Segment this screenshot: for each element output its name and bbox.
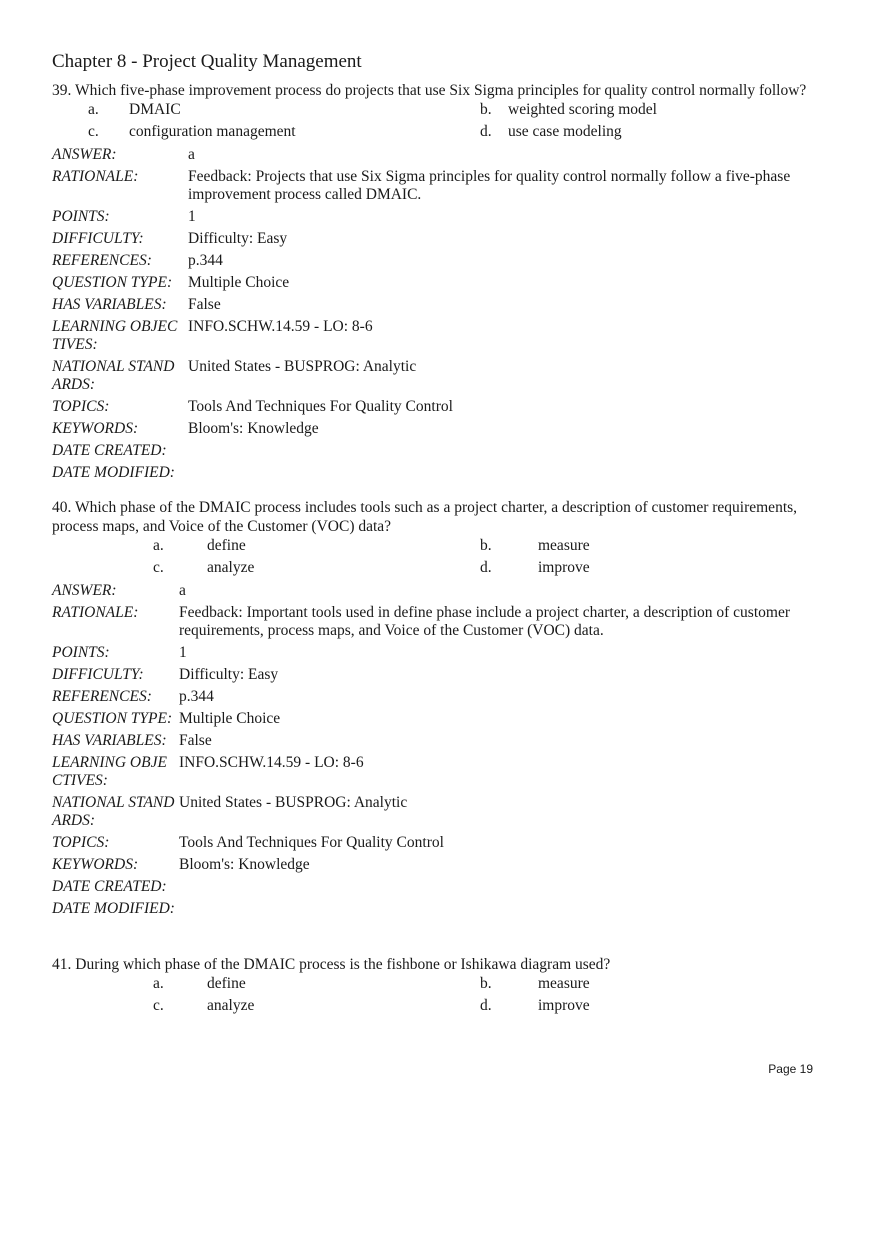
has-variables-label: HAS VARIABLES: — [52, 296, 167, 313]
learning-objectives-value: INFO.SCHW.14.59 - LO: 8-6 — [179, 754, 364, 771]
keywords-label: KEYWORDS: — [52, 856, 139, 873]
option-d-letter: d. — [480, 123, 492, 140]
has-variables-value: False — [188, 296, 221, 313]
topics-value: Tools And Techniques For Quality Control — [188, 398, 453, 415]
rationale-label: RATIONALE: — [52, 604, 139, 621]
references-label: REFERENCES: — [52, 688, 152, 705]
keywords-label: KEYWORDS: — [52, 420, 139, 437]
topics-label: TOPICS: — [52, 398, 110, 415]
question-metadata — [52, 144, 832, 484]
difficulty-label: DIFFICULTY: — [52, 230, 144, 247]
topics-value: Tools And Techniques For Quality Control — [179, 834, 444, 851]
national-standards-label-line2: ARDS: — [52, 376, 96, 393]
question-41 — [52, 955, 832, 1018]
rationale-value: Feedback: Projects that use Six Sigma principles for quality control normally follow a five-phase improvement process called DMAIC. — [188, 168, 791, 203]
learning-objectives-label-line2: CTIVES: — [52, 772, 108, 789]
national-standards-value: United States - BUSPROG: Analytic — [188, 358, 417, 375]
option-b-letter: b. — [480, 975, 492, 992]
national-standards-label — [52, 794, 179, 830]
answer-options — [52, 100, 832, 144]
question-type-value: Multiple Choice — [179, 710, 281, 727]
option-a-text: define — [207, 975, 246, 992]
references-value: p.344 — [188, 252, 223, 269]
option-b-text: weighted scoring model — [508, 101, 657, 118]
question-stem: 39. Which five-phase improvement process do projects that use Six Sigma principles for quality control normally follow? — [52, 82, 807, 99]
option-b-text: measure — [538, 975, 590, 992]
learning-objectives-label — [52, 318, 188, 354]
answer-value: a — [188, 146, 195, 163]
question-type-value: Multiple Choice — [188, 274, 290, 291]
national-standards-label-line2: ARDS: — [52, 812, 96, 829]
national-standards-label-line1: NATIONAL STAND — [52, 794, 175, 811]
points-value: 1 — [188, 208, 196, 225]
option-c-letter: c. — [153, 559, 164, 576]
rationale-label: RATIONALE: — [52, 168, 139, 185]
answer-value: a — [179, 582, 186, 599]
option-a-text: define — [207, 537, 246, 554]
option-c-text: configuration management — [129, 123, 296, 140]
chapter-title: Chapter 8 - Project Quality Management — [52, 51, 362, 72]
question-type-label: QUESTION TYPE: — [52, 274, 173, 291]
difficulty-value: Difficulty: Easy — [188, 230, 288, 247]
option-a-text: DMAIC — [129, 101, 181, 118]
question-39 — [52, 81, 832, 484]
answer-label: ANSWER: — [52, 146, 117, 163]
points-label: POINTS: — [52, 644, 110, 661]
question-40 — [52, 498, 832, 920]
date-created-label: DATE CREATED: — [52, 442, 167, 459]
has-variables-label: HAS VARIABLES: — [52, 732, 167, 749]
learning-objectives-label-line1: LEARNING OBJE — [52, 754, 167, 771]
national-standards-value: United States - BUSPROG: Analytic — [179, 794, 408, 811]
question-stem: 40. Which phase of the DMAIC process includes tools such as a project charter, a description of customer requirements, process maps, and Voice of the Customer (VOC) data? — [52, 499, 798, 535]
topics-label: TOPICS: — [52, 834, 110, 851]
rationale-value: Feedback: Important tools used in define phase include a project charter, a description of customer requirements, process maps, and Voice of the Customer (VOC) data. — [179, 604, 790, 639]
option-d-letter: d. — [480, 997, 492, 1014]
option-c-text: analyze — [207, 997, 255, 1014]
points-label: POINTS: — [52, 208, 110, 225]
date-created-label: DATE CREATED: — [52, 878, 167, 895]
keywords-value: Bloom's: Knowledge — [179, 856, 310, 873]
option-c-text: analyze — [207, 559, 255, 576]
date-modified-label: DATE MODIFIED: — [52, 464, 175, 481]
option-d-letter: d. — [480, 559, 492, 576]
option-d-text: improve — [538, 997, 590, 1014]
option-b-letter: b. — [480, 537, 492, 554]
answer-options — [52, 974, 832, 1018]
question-metadata — [52, 580, 832, 920]
option-d-text: improve — [538, 559, 590, 576]
option-a-letter: a. — [153, 975, 164, 992]
question-stem: 41. During which phase of the DMAIC process is the fishbone or Ishikawa diagram used? — [52, 956, 611, 973]
document-page — [52, 50, 832, 1018]
learning-objectives-label — [52, 754, 179, 790]
difficulty-label: DIFFICULTY: — [52, 666, 144, 683]
difficulty-value: Difficulty: Easy — [179, 666, 279, 683]
references-label: REFERENCES: — [52, 252, 152, 269]
date-modified-label: DATE MODIFIED: — [52, 900, 175, 917]
option-b-letter: b. — [480, 101, 492, 118]
option-a-letter: a. — [153, 537, 164, 554]
learning-objectives-value: INFO.SCHW.14.59 - LO: 8-6 — [188, 318, 373, 335]
option-c-letter: c. — [153, 997, 164, 1014]
option-b-text: measure — [538, 537, 590, 554]
option-c-letter: c. — [88, 123, 99, 140]
keywords-value: Bloom's: Knowledge — [188, 420, 319, 437]
option-a-letter: a. — [88, 101, 99, 118]
points-value: 1 — [179, 644, 187, 661]
learning-objectives-label-line2: TIVES: — [52, 336, 98, 353]
references-value: p.344 — [179, 688, 214, 705]
question-type-label: QUESTION TYPE: — [52, 710, 173, 727]
national-standards-label-line1: NATIONAL STAND — [52, 358, 175, 375]
national-standards-label — [52, 358, 188, 394]
option-d-text: use case modeling — [508, 123, 622, 140]
learning-objectives-label-line1: LEARNING OBJEC — [52, 318, 178, 335]
answer-options — [52, 536, 832, 580]
has-variables-value: False — [179, 732, 212, 749]
page-number: Page 19 — [768, 1062, 813, 1076]
answer-label: ANSWER: — [52, 582, 117, 599]
